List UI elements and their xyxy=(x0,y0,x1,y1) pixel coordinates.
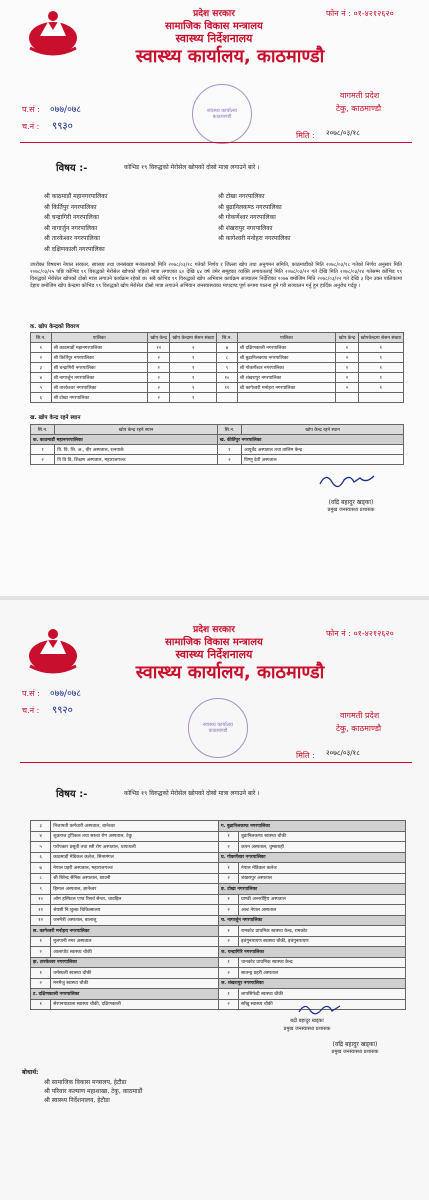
section-cell: झ. तारकेश्वर नगरपालिका xyxy=(31,957,219,968)
table-row xyxy=(31,947,406,958)
section-cell: ज. चन्द्रागिरि नगरपालिका xyxy=(219,947,406,958)
recipient: श्री काठमाडौं महानगरपालिका xyxy=(44,193,108,200)
table-row xyxy=(31,383,404,393)
letter-page-2 xyxy=(0,600,429,1200)
table-cell: अल्ट नेपाल अस्पताल xyxy=(239,905,406,916)
handwritten-name: बद्री बहादुर खड्का xyxy=(290,1018,324,1024)
table-cell: त्रि. वि. शि. अ., वीर अस्पताल, रत्नपार्क xyxy=(55,445,218,455)
table-row xyxy=(31,978,406,989)
date-value: २०७८/०३/१८ xyxy=(326,749,360,757)
table-cell: १ xyxy=(358,343,403,353)
cc-label: बोधार्थ: xyxy=(22,1069,39,1076)
table-cell: १ xyxy=(170,373,217,383)
table-cell: कपन अस्पताल, धुम्बाराही xyxy=(239,842,406,853)
header-cell: खोपकेन्द्रमा सेसन संख्या xyxy=(358,333,403,343)
table-row xyxy=(31,393,404,403)
table-cell: ३ xyxy=(31,821,51,832)
table-cell: इचंगुनारायण स्वास्थ्य चौकी, इचंगुनारायण xyxy=(239,936,406,947)
location: टेकु, काठमाण्डौ xyxy=(336,724,382,733)
table-row xyxy=(31,353,404,363)
table-cell: बुढानिलकण्ठ स्वास्थ्य चौकी xyxy=(239,831,406,842)
recipient: श्री नागार्जुन नगरपालिका xyxy=(44,224,98,232)
table-cell: ५ xyxy=(31,383,52,393)
table-row xyxy=(31,968,406,979)
table-cell: २ xyxy=(219,873,239,884)
table-cell: २ xyxy=(219,905,239,916)
table-cell: २ xyxy=(170,343,217,353)
table-cell: श्रेयष्ठी नि:शुल्क चिकित्सालय xyxy=(51,905,219,916)
signatory-name: (वद्रि बहादुर खड्का) xyxy=(328,499,374,506)
table-cell: १ xyxy=(219,863,239,874)
table-cell: १ xyxy=(219,831,239,842)
header-line-3: स्वास्थ्य निर्देशनालय xyxy=(175,32,253,45)
table-cell: २ xyxy=(336,363,359,373)
header-line-1: प्रदेश सरकार xyxy=(193,625,235,635)
table-row xyxy=(31,842,406,853)
table-cell: श्री नागार्जुन नगरपालिका xyxy=(51,373,147,383)
table-cell xyxy=(217,393,238,403)
header-cell: खोप केन्द्र xyxy=(336,333,359,343)
table-cell: ग्राण्डी अन्तर्राष्ट्रिय अस्पताल xyxy=(239,894,406,905)
table-cell: श्री शंखरापुर नगरपालिका xyxy=(237,373,336,383)
table-cell: १ xyxy=(31,999,51,1010)
table-cell: १ xyxy=(170,363,217,373)
table-cell: १ xyxy=(358,373,403,383)
date-value: २०७८/०३/१८ xyxy=(326,129,360,137)
table-cell: श्री गोकर्णेश्वर नगरपालिका xyxy=(237,363,336,373)
recipient: श्री दक्षिणकाली नगरपालिका xyxy=(44,245,105,253)
table-cell: ४ xyxy=(31,831,51,842)
table-cell: १२ xyxy=(147,343,170,353)
section-cell: ख. कीर्तिपुर नगरपालिका xyxy=(217,435,403,445)
section-cell: घ. गोकर्णेश्वर नगरपालिका xyxy=(219,852,406,863)
table-cell: श्री बिरेन्द्र सैनिक अस्पताल, छाउनी xyxy=(51,873,219,884)
table-cell: १ xyxy=(31,343,52,353)
table-cell: २ xyxy=(336,383,359,393)
table-cell: १ xyxy=(170,383,217,393)
cc-list xyxy=(44,1078,142,1105)
table-cell: थानकोट प्राथमिक स्वास्थ्य केन्द्र xyxy=(239,957,406,968)
table-header-row xyxy=(31,333,404,343)
cc-item: श्री परिवार कल्याण महाशाखा, टेकु, काठमाडौं xyxy=(44,1088,143,1095)
table-row xyxy=(31,445,404,455)
table-cell: साँखु स्वास्थ्य चौकी xyxy=(239,999,406,1010)
section-cell: च. नागार्जुन नगरपालिका xyxy=(219,915,406,926)
table-cell: १ xyxy=(170,353,217,363)
signatory-title: प्रमुख जनस्वास्थ्य प्रशासक xyxy=(331,1049,379,1055)
recipient: श्री गोकर्णेश्वर नगरपालिका xyxy=(218,214,276,221)
table-cell: २ xyxy=(147,353,170,363)
table-a-title: क. खोप केन्द्रको विवरण xyxy=(30,324,80,330)
table-cell: १ xyxy=(31,445,55,455)
header-cell: सि.न. xyxy=(31,425,55,435)
table-cell: २ xyxy=(31,947,51,958)
table-cell: मनमैजु स्वास्थ्य चौकी xyxy=(51,978,219,989)
table-cell: सातन्ड्र प्रहरी अस्पताल xyxy=(239,968,406,979)
section-cell: ट. दक्षिणकाली नगरपालिका xyxy=(31,989,219,1000)
table-cell: श्री टोखा नगरपालिका xyxy=(51,393,147,403)
section-cell: क. काठमाडौं महानगरपालिका xyxy=(31,435,218,445)
table-cell: निजामती कर्मचारी अस्पताल, बानेश्वर xyxy=(51,821,219,832)
table-cell: ७ xyxy=(31,863,51,874)
phone-number: फोन नं : ०१-४२१२६२० xyxy=(326,629,394,638)
table-cell: २ xyxy=(219,968,239,979)
table-cell: सेरपनयाडाला स्वास्थ्य चौकी, दक्षिणकाली xyxy=(51,999,219,1010)
nepal-emblem-icon xyxy=(22,8,84,58)
table-cell: रामकोट प्राथमिक स्वास्थ्य केन्द्र, रामकोट xyxy=(239,926,406,937)
header-cell: पालिका xyxy=(237,333,336,343)
table-cell: १२ xyxy=(31,915,51,926)
table-cell: १ xyxy=(358,383,403,393)
table-row xyxy=(31,905,406,916)
table-cell: ओम हस्पिटल एण्ड रिसर्च सेन्टर, चावहिल xyxy=(51,894,219,905)
subject-text: कोभिड १९ विरुद्धको मेरोसेल खोपको दोस्रो मात्रा लगाउने बारे । xyxy=(124,164,260,171)
recipient: श्री टोखा नगरपालिका xyxy=(218,193,265,200)
table-cell: नेपाल प्रहरी अस्पताल, महाराजगञ्ज xyxy=(51,863,219,874)
header-rule xyxy=(20,142,412,143)
table-cell: २ xyxy=(31,353,52,363)
header-line-3: स्वास्थ्य निर्देशनालय xyxy=(175,648,253,661)
subject-label: विषय :- xyxy=(56,163,88,174)
table-header-row xyxy=(31,425,404,435)
table-cell: १ xyxy=(31,936,51,947)
header-cell: खोप केन्द्र रहने स्थान xyxy=(242,425,404,435)
handwritten-title: प्रमुख जनस्वास्थ्य प्रशासक xyxy=(283,1026,331,1032)
cn-value: ९९२० xyxy=(52,705,73,716)
table-cell: हिमाल अस्पताल, ज्ञानेश्वर xyxy=(51,884,219,895)
vaccination-location-table-continued xyxy=(30,820,406,1010)
table-cell: २ xyxy=(147,393,170,403)
table-cell: १ xyxy=(219,894,239,905)
province: वागमती प्रदेश xyxy=(340,91,380,100)
table-cell: १ xyxy=(31,968,51,979)
recipient: श्री किर्तिपुर नगरपालिका xyxy=(44,203,97,211)
table-cell: २ xyxy=(147,363,170,373)
table-cell: लापसिफेदी स्वास्थ्य चौकी xyxy=(239,989,406,1000)
table-cell: त्रि वि वि, शिक्षण अस्पताल, महाराजगञ्ज xyxy=(55,455,218,465)
table-cell: ३ xyxy=(31,363,52,373)
table-cell: शुक्रराज ट्रपिकल तथा सरुवा रोग अस्पताल, टेकु xyxy=(51,831,219,842)
table-cell: ५ xyxy=(31,842,51,853)
table-cell: ४ xyxy=(31,373,52,383)
table-row xyxy=(31,989,406,1000)
table-cell: १ xyxy=(336,343,359,353)
table-cell: श्री चन्द्रागिरी नगरपालिका xyxy=(51,363,147,373)
table-cell: ७ xyxy=(217,343,238,353)
recipient: श्री कागेश्वरी मनोहरा नगरपालिका xyxy=(218,235,291,242)
table-row xyxy=(31,863,406,874)
location: टेकु, काठमाण्डौ xyxy=(336,104,382,113)
body-paragraph: उपरोक्त विषयमा नेपाल सरकार, स्वास्थ्य तथा जनसंख्या मन्त्रालयको मिति २०७८/०३/१८ गतेको निर्णय र जिल्ला खोप तथा अनुगमन समिति, काठमाडौंको मिति २०७८/०३/१८ गतेको निर्णय अनुसार मिति २०७८/०३/२५ पछि कोभिड १९ विरुद्धको मेरोसेल खोपको पहिलो मात्रा लगाएका ६० देखि ६४ वर्ष उमेर समूहका व्यक्ति लगायतलाई मिति २०७८/०३/२२ गते देखि मिति २०७८/०३/२४ गतेसम्म कोभिड १९ विरुद्धको मेरोसेल खोपको दोस्रो मात्रा लगाउने कार्यक्रम रहेको छ। सबै कोभिड १९ विरुद्धको खोप अभियान कार्यक्रम सञ्चालन निर्देशिका २०७७ बमोजिम मिति २०७८/०३/२२ गते देखि ३ दिन उक्त पालिकामा देहाय बमोजिम खोप केन्द्रमा कोभिड १९ विरुद्धको खोप मेरोसेल दोस्रो मात्रा लगाउने अभियान जनस्वास्थ्यका मापदण्ड पूर्ण रूपमा पालना हुने गरी सञ्चालन गर्नु हुन हार्दिक अनुरोध गर्दछु । xyxy=(30,262,402,289)
table-cell: आलापोट स्वास्थ्य चौकी xyxy=(51,947,219,958)
table-row xyxy=(31,821,406,832)
table-cell: १ xyxy=(358,363,403,373)
ps-value: ०७७/०७८ xyxy=(50,105,82,115)
ps-label: प.सं : xyxy=(22,689,40,698)
table-row xyxy=(31,831,406,842)
vaccination-location-table xyxy=(30,424,404,465)
table-cell: श्री काठमाडौं महानगरपालिका xyxy=(51,343,147,353)
cc-item: श्री स्वास्थ्य निर्देशनालय, हेटौडा xyxy=(44,1097,110,1104)
table-row xyxy=(31,455,404,465)
cn-label: च.नं : xyxy=(22,706,40,715)
table-cell: श्री बुढानिलकण्ठ नगरपालिका xyxy=(237,353,336,363)
table-cell: ६ xyxy=(31,393,52,403)
header-cell: पालिका xyxy=(51,333,147,343)
header-cell: खोप केन्द्र xyxy=(147,333,170,343)
recipient: श्री चन्द्रागिरी नगरपालिका xyxy=(44,214,99,221)
table-cell: जनमैत्री अस्पताल, बालाजु xyxy=(51,915,219,926)
table-cell: शंखरापुर अस्पताल xyxy=(239,873,406,884)
table-cell: २ xyxy=(219,936,239,947)
table-cell: १ xyxy=(219,957,239,968)
table-row xyxy=(31,873,406,884)
ps-value: ०७७/०७८ xyxy=(50,689,82,699)
table-row xyxy=(31,957,406,968)
table-cell xyxy=(237,393,336,403)
office-name: स्वास्थ्य कार्यालय, काठमाण्डौ xyxy=(135,662,325,683)
table-cell: १० xyxy=(31,894,51,905)
table-cell: विष्णु देवी अस्पताल xyxy=(242,455,404,465)
table-cell: २ xyxy=(217,455,241,465)
table-cell: १ xyxy=(219,926,239,937)
table-cell: परोपकार प्रसूती तथा स्त्री रोग अस्पताल, थापाथली xyxy=(51,842,219,853)
subject-text: कोभिड १९ विरुद्धको मेरोसेल खोपको दोस्रो मात्रा लगाउने बारे । xyxy=(124,790,260,797)
table-cell: १ xyxy=(358,353,403,363)
table-cell: नेपाल मेडिकल कलेज xyxy=(239,863,406,874)
table-row xyxy=(31,926,406,937)
table-cell: २ xyxy=(31,455,55,465)
header-cell: सि.न. xyxy=(217,333,238,343)
table-cell: श्री कागेश्वरी मनोहरा नगरपालिका xyxy=(237,383,336,393)
table-cell: २ xyxy=(147,383,170,393)
table-cell: श्री दक्षिणकाली नगरपालिका xyxy=(237,343,336,353)
table-b-title: ख. खोप केन्द्र रहने स्थान xyxy=(30,415,81,421)
vaccination-centre-table xyxy=(30,332,404,403)
table-cell: धर्मस्थली स्वास्थ्य चौकी xyxy=(51,968,219,979)
table-cell: ११ xyxy=(217,383,238,393)
letter-page-1 xyxy=(0,0,429,596)
table-cell: श्री किर्तिपुर नगरपालिका xyxy=(51,353,147,363)
table-cell: २ xyxy=(147,373,170,383)
handwritten-signature-icon xyxy=(316,470,378,492)
recipient: श्री शंखरापुर नगरपालिका xyxy=(218,224,273,232)
table-cell: १ xyxy=(219,989,239,1000)
table-cell: २ xyxy=(336,353,359,363)
table-cell: १ xyxy=(170,393,217,403)
table-cell: ८ xyxy=(31,873,51,884)
table-cell: काठमाडौं मेडिकल कलेज, सिनामंगल xyxy=(51,852,219,863)
table-row xyxy=(31,363,404,373)
table-row xyxy=(31,936,406,947)
table-cell: मुलपानी नगर अस्पताल xyxy=(51,936,219,947)
cn-value: ९९३० xyxy=(52,121,73,132)
header-line-1: प्रदेश सरकार xyxy=(193,9,235,19)
table-row xyxy=(31,852,406,863)
table-cell: श्री तारकेश्वर नगरपालिका xyxy=(51,383,147,393)
table-row xyxy=(31,343,404,353)
header-cell: सि.न. xyxy=(217,425,241,435)
table-row xyxy=(31,915,406,926)
nepal-emblem-icon xyxy=(22,626,84,676)
table-cell: ८ xyxy=(217,353,238,363)
date-label: मिति : xyxy=(296,131,315,140)
province: वागमती प्रदेश xyxy=(340,711,380,720)
recipients-left xyxy=(44,192,107,255)
table-cell: २ xyxy=(219,999,239,1010)
signatory-name: (वद्रि बहादुर खड्का) xyxy=(332,1041,378,1048)
cc-item: श्री सामाजिक विकास मन्त्रालय, हेटौडा xyxy=(44,1079,127,1086)
handwritten-signature-icon xyxy=(296,1000,344,1018)
recipients-right xyxy=(218,192,291,245)
header-cell: सि.न. xyxy=(31,333,52,343)
date-label: मिति : xyxy=(296,751,315,760)
office-stamp: स्वास्थ्य कार्यालय काठमाण्डौ xyxy=(188,698,248,758)
table-cell: १ xyxy=(217,445,241,455)
office-stamp: स्वास्थ्य कार्यालय काठमाण्डौ xyxy=(192,84,252,144)
recipient: श्री तारकेश्वर नगरपालिका xyxy=(44,235,100,242)
section-row xyxy=(31,435,404,445)
table-cell: २ xyxy=(219,842,239,853)
header-rule xyxy=(20,762,412,763)
subject-label: विषय :- xyxy=(56,789,88,800)
table-cell xyxy=(336,393,359,403)
table-row xyxy=(31,373,404,383)
table-cell: आयुर्वेद अस्पताल तथा तालिम केन्द्र xyxy=(242,445,404,455)
table-cell: १० xyxy=(217,373,238,383)
table-cell: ६ xyxy=(31,852,51,863)
ps-label: प.सं : xyxy=(22,105,40,114)
header-line-2: सामाजिक विकास मन्त्रालय xyxy=(165,21,263,32)
section-cell: छ. कागेश्वरी मनोहरा नगरपालिका xyxy=(31,926,219,937)
section-cell: ग. बुढानिलकण्ठ नगरपालिका xyxy=(219,821,406,832)
table-cell: ११ xyxy=(31,905,51,916)
table-cell: २ xyxy=(336,373,359,383)
table-row xyxy=(31,884,406,895)
table-cell: ९ xyxy=(31,884,51,895)
header-line-2: सामाजिक विकास मन्त्रालय xyxy=(165,637,263,648)
office-name: स्वास्थ्य कार्यालय, काठमाण्डौ xyxy=(135,46,325,67)
recipient: श्री बुढानिलकण्ठ नगरपालिका xyxy=(218,203,282,211)
section-cell: ङ. टोखा नगरपालिका xyxy=(219,884,406,895)
table-row xyxy=(31,999,406,1010)
table-cell: ९ xyxy=(217,363,238,373)
header-cell: खोप केन्द्र रहने स्थान xyxy=(55,425,218,435)
table-cell: २ xyxy=(31,978,51,989)
table-row xyxy=(31,894,406,905)
cn-label: च.नं : xyxy=(22,122,40,131)
signatory-title: प्रमुख जनस्वास्थ्य प्रशासक xyxy=(327,507,375,513)
section-cell: ञ. शंखरापुर नगरपालिका xyxy=(219,978,406,989)
header-cell: खोप केन्द्रमा सेसन संख्या xyxy=(170,333,217,343)
table-cell xyxy=(358,393,403,403)
phone-number: फोन नं : ०१-४२१२६२० xyxy=(326,9,394,18)
